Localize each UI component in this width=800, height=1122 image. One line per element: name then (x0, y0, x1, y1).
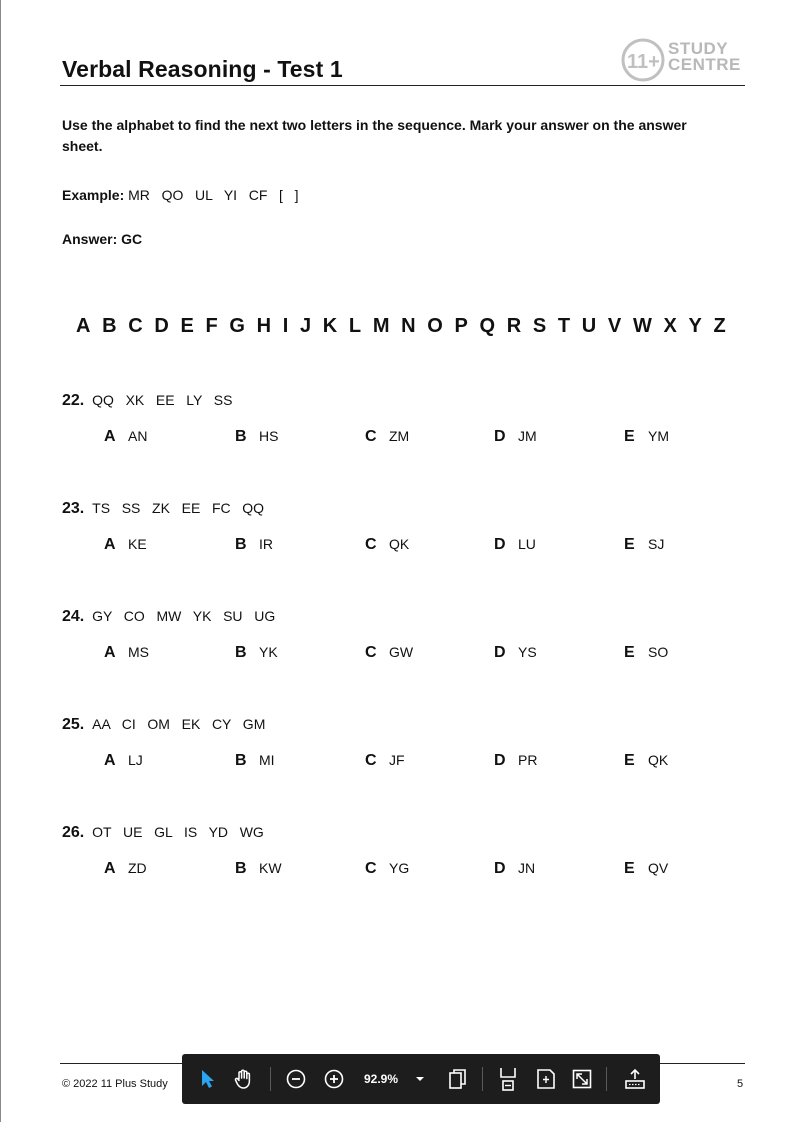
option-c (365, 644, 413, 662)
question-26 (62, 824, 762, 884)
page-title: Verbal Reasoning - Test 1 (62, 56, 343, 82)
option-a (104, 536, 147, 554)
alphabet-letter: Z (713, 315, 726, 337)
option-value: JF (389, 752, 405, 768)
logo-text (668, 41, 741, 73)
example-sequence: MR QO UL YI CF [ ] (128, 187, 299, 203)
answer-value: GC (121, 231, 143, 247)
question-sequence: OT UE GL IS YD WG (92, 824, 264, 840)
option-c (365, 536, 409, 554)
example-label: Example: (62, 187, 125, 203)
option-value: KE (128, 536, 147, 552)
alphabet-letter: D (154, 315, 169, 337)
option-letter: D (494, 428, 506, 445)
option-letter: B (235, 644, 247, 661)
question-sequence: AA CI OM EK CY GM (92, 716, 266, 732)
alphabet-letter: T (557, 315, 571, 337)
option-value: YG (389, 860, 410, 876)
page-view-button[interactable] (446, 1067, 470, 1091)
option-letter: B (235, 428, 247, 445)
export-button[interactable] (622, 1067, 648, 1091)
option-letter: C (365, 644, 377, 661)
option-e (624, 752, 668, 770)
option-letter: D (494, 860, 506, 877)
zoom-out-button[interactable] (284, 1067, 308, 1091)
alphabet-letter: J (300, 315, 312, 337)
option-letter: A (104, 536, 116, 553)
alphabet-letter: W (632, 315, 652, 337)
option-value: MI (259, 752, 275, 768)
option-letter: A (104, 752, 116, 769)
answer-line (62, 231, 142, 247)
question-sequence: GY CO MW YK SU UG (92, 608, 276, 624)
option-letter: E (624, 644, 635, 661)
alphabet-letter: O (427, 315, 443, 337)
question-number: 26. (62, 824, 85, 841)
option-e (624, 860, 668, 878)
option-value: JM (518, 428, 537, 444)
option-value: HS (259, 428, 279, 444)
alphabet-letter: X (663, 315, 677, 337)
alphabet-letter: E (180, 315, 194, 337)
viewer-toolbar (182, 1054, 660, 1104)
option-value: SO (648, 644, 669, 660)
option-letter: A (104, 860, 116, 877)
option-d (494, 752, 537, 770)
question-number: 23. (62, 500, 85, 517)
footer-page-number: 5 (737, 1078, 744, 1090)
option-letter: D (494, 644, 506, 661)
question-sequence: TS SS ZK EE FC QQ (92, 500, 265, 516)
alphabet-letter: I (282, 315, 289, 337)
option-value: YM (648, 428, 669, 444)
question-number: 22. (62, 392, 85, 409)
option-value: MS (128, 644, 149, 660)
option-e (624, 428, 669, 446)
option-value: LU (518, 536, 536, 552)
option-a (104, 752, 143, 770)
option-letter: B (235, 860, 247, 877)
export-icon (624, 1068, 646, 1090)
hand-tool-button[interactable] (230, 1067, 258, 1091)
option-d (494, 644, 537, 662)
select-tool-button[interactable] (196, 1067, 220, 1091)
alphabet-letter: S (532, 315, 547, 337)
option-value: ZD (128, 860, 147, 876)
alphabet-letter: Y (688, 315, 702, 337)
fit-page-icon (536, 1068, 556, 1090)
option-letter: A (104, 428, 116, 445)
option-letter: C (365, 752, 377, 769)
option-b (235, 644, 278, 662)
zoom-out-icon (286, 1069, 306, 1089)
example-line (62, 187, 299, 203)
zoom-level-display[interactable]: 92.9% (363, 1072, 399, 1086)
alphabet-letter: M (372, 315, 390, 337)
option-value: QK (389, 536, 410, 552)
fullscreen-button[interactable] (570, 1067, 594, 1091)
option-letter: B (235, 752, 247, 769)
fit-width-icon (498, 1067, 518, 1091)
option-a (104, 860, 147, 878)
option-a (104, 644, 149, 662)
option-value: ZM (389, 428, 410, 444)
answer-label: Answer: (62, 231, 118, 247)
fullscreen-icon (572, 1069, 592, 1089)
option-value: KW (259, 860, 282, 876)
question-number: 24. (62, 608, 85, 625)
question-number: 25. (62, 716, 85, 733)
logo-line-study: STUDY (668, 39, 729, 58)
instructions: Use the alphabet to find the next two letters in the sequence. Mark your answer on the answer sheet. (62, 117, 687, 154)
option-letter: B (235, 536, 247, 553)
alphabet-letter: U (581, 315, 597, 337)
option-value: LJ (128, 752, 143, 768)
option-d (494, 860, 535, 878)
study-centre-logo (620, 37, 746, 83)
zoom-in-icon (324, 1069, 344, 1089)
alphabet-letter: P (454, 315, 468, 337)
option-letter: A (104, 644, 116, 661)
option-letter: E (624, 428, 635, 445)
option-value: JN (518, 860, 536, 876)
option-value: AN (128, 428, 148, 444)
zoom-dropdown-icon (415, 1076, 425, 1082)
question-22 (62, 392, 762, 452)
option-letter: C (365, 428, 377, 445)
option-letter: D (494, 536, 506, 553)
option-letter: C (365, 860, 377, 877)
option-value: QK (648, 752, 669, 768)
toolbar-separator (606, 1067, 607, 1091)
option-c (365, 860, 409, 878)
option-value: PR (518, 752, 538, 768)
toolbar-separator (270, 1067, 271, 1091)
option-d (494, 428, 537, 446)
option-b (235, 428, 278, 446)
option-value: GW (389, 644, 414, 660)
option-value: SJ (648, 536, 665, 552)
alphabet-letter: B (102, 315, 117, 337)
alphabet-letter: V (607, 315, 622, 337)
alphabet-letter: K (322, 315, 338, 337)
fit-width-button[interactable] (496, 1067, 520, 1091)
alphabet-row (76, 315, 726, 338)
logo-line-centre: CENTRE (668, 55, 741, 74)
option-d (494, 536, 536, 554)
option-c (365, 428, 409, 446)
option-letter: E (624, 860, 635, 877)
option-letter: E (624, 536, 635, 553)
question-24 (62, 608, 762, 668)
alphabet-letter: L (348, 315, 362, 337)
option-e (624, 536, 664, 554)
page-view-icon (448, 1068, 468, 1090)
option-b (235, 860, 282, 878)
option-b (235, 752, 275, 770)
option-e (624, 644, 668, 662)
option-a (104, 428, 147, 446)
alphabet-letter: G (229, 315, 245, 337)
alphabet-letter: H (256, 315, 272, 337)
alphabet-letter: C (128, 315, 143, 337)
option-value: QV (648, 860, 669, 876)
alphabet-letter: A (76, 315, 91, 337)
zoom-in-button[interactable] (322, 1067, 346, 1091)
option-value: YS (518, 644, 537, 660)
footer-copyright: © 2022 11 Plus Study (62, 1078, 168, 1090)
option-value: YK (259, 644, 278, 660)
select-arrow-icon (200, 1069, 216, 1089)
alphabet-letter: R (506, 315, 522, 337)
zoom-dropdown-button[interactable] (412, 1067, 428, 1091)
alphabet-letter: Q (479, 315, 496, 337)
title-divider (60, 85, 745, 86)
svg-text:11+: 11+ (627, 51, 660, 73)
alphabet-letter: N (401, 315, 416, 337)
option-letter: C (365, 536, 377, 553)
question-23 (62, 500, 762, 560)
question-sequence: QQ XK EE LY SS (92, 392, 233, 408)
option-letter: D (494, 752, 506, 769)
option-b (235, 536, 273, 554)
option-value: IR (259, 536, 273, 552)
fit-page-button[interactable] (534, 1067, 558, 1091)
option-c (365, 752, 405, 770)
eleven-plus-badge-icon (620, 37, 668, 83)
option-letter: E (624, 752, 635, 769)
alphabet-letter: F (205, 315, 218, 337)
toolbar-separator (482, 1067, 483, 1091)
hand-pan-icon (233, 1068, 255, 1090)
question-25 (62, 716, 762, 776)
